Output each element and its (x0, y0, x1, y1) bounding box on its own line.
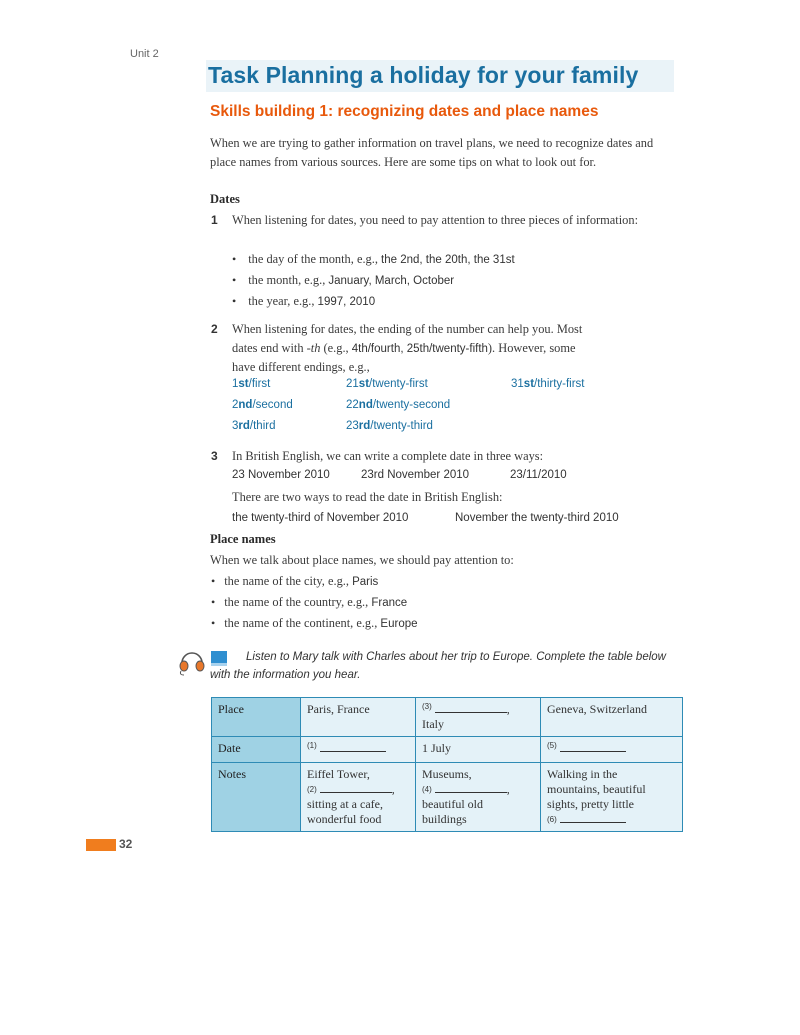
table-row-date (212, 737, 683, 763)
text-part: 1 (232, 378, 239, 390)
list-item: • the name of the city, e.g., Paris (211, 574, 379, 588)
table-row-place (212, 698, 683, 737)
cell-line: beautiful old (422, 797, 483, 811)
bullet-example: Europe (380, 618, 418, 630)
table-row-notes (212, 763, 683, 832)
text-part: 3 (232, 420, 239, 432)
text-part: -th (306, 341, 321, 355)
text-part: /second (252, 399, 293, 411)
bullet-lead: the day of the month, e.g., (248, 252, 382, 266)
cell-notes-3[interactable] (541, 763, 683, 832)
ending-example (346, 378, 428, 390)
ending-example (232, 399, 293, 411)
dates-read-text: There are two ways to read the date in British English: (232, 490, 503, 504)
dates-item1-text: When listening for dates, you need to pay attention to three pieces of information: (232, 213, 639, 227)
text-part: st (358, 378, 370, 390)
list-item: • the month, e.g., January, March, October (232, 273, 455, 287)
text-part: /twenty-first (369, 378, 428, 390)
text-part: /twenty-second (372, 399, 451, 411)
text-part: /first (248, 378, 271, 390)
blank-number: (3) (422, 702, 432, 711)
text-part: 23 (346, 420, 359, 432)
cell-line: wonderful food (307, 812, 382, 826)
cell-line: $^{(2)}$ , (307, 782, 395, 796)
bullet-example: the 2nd, the 20th, the 31st (381, 254, 515, 266)
row-header-date: Date (212, 737, 301, 763)
text-part: st (238, 378, 249, 390)
answer-blank[interactable] (560, 742, 626, 752)
intro-paragraph: When we are trying to gather information on travel plans, we need to recognize dates and place names from various sources. Here are some tips on what to look out for. (210, 136, 654, 169)
text-part: /thirty-first (534, 378, 585, 390)
text-part: dates end with (232, 341, 307, 355)
list-item: • the year, e.g., 1997, 2010 (232, 294, 376, 308)
cell-date-3[interactable] (541, 737, 683, 763)
text-part: rd (238, 420, 250, 432)
holiday-table (211, 697, 683, 832)
headphones-icon (176, 645, 208, 677)
ending-example (511, 378, 585, 390)
bullet-example: France (371, 597, 408, 609)
text-part: 31 (511, 378, 524, 390)
cell-line: sights, pretty little (547, 797, 634, 811)
cell-line: Walking in the (547, 767, 618, 781)
cell-line: buildings (422, 812, 467, 826)
ending-example (346, 399, 450, 411)
bullet-lead: the name of the city, e.g., (224, 574, 353, 588)
cell-line: $^{(4)}$ , (422, 782, 510, 796)
item-number-3: 3 (211, 449, 218, 463)
text-part: ). However, some (487, 341, 576, 355)
text-part: (e.g., (320, 341, 352, 355)
item-number-2: 2 (211, 322, 218, 336)
cell-notes-1[interactable] (301, 763, 416, 832)
cell-date-1[interactable] (301, 737, 416, 763)
date-reading: the twenty-third of November 2010 (232, 512, 409, 524)
blank-number: (5) (547, 741, 557, 750)
text-part: rd (358, 420, 371, 432)
date-format: 23/11/2010 (510, 469, 567, 481)
places-heading: Place names (210, 532, 276, 546)
answer-blank[interactable] (320, 742, 386, 752)
bullet-example: Paris (352, 576, 379, 588)
unit-label: Unit 2 (130, 48, 159, 60)
page-title: Task Planning a holiday for your family (208, 62, 639, 88)
answer-blank[interactable] (435, 703, 507, 713)
text-part: nd (358, 399, 373, 411)
dates-item2-line3: have different endings, e.g., (232, 360, 370, 374)
answer-blank[interactable] (560, 813, 626, 823)
bullet-lead: the name of the country, e.g., (224, 595, 372, 609)
listening-marker (211, 651, 227, 663)
list-item: • the day of the month, e.g., the 2nd, the 20th, the 31st (232, 252, 515, 266)
row-header-place: Place (212, 698, 301, 737)
text-part: 22 (346, 399, 359, 411)
page-number-bar (86, 839, 116, 851)
section-subtitle: Skills building 1: recognizing dates and place names (210, 103, 599, 120)
cell-place-1: Paris, France (301, 698, 416, 737)
text-part: 2 (232, 399, 239, 411)
cell-notes-2[interactable] (416, 763, 541, 832)
ending-example (232, 420, 275, 432)
bullet-lead: the name of the continent, e.g., (224, 616, 381, 630)
date-format: 23 November 2010 (232, 469, 330, 481)
date-format: 23rd November 2010 (361, 469, 470, 481)
ending-example (232, 378, 270, 390)
text-part: nd (238, 399, 253, 411)
dates-heading: Dates (210, 192, 240, 206)
text-part: 21 (346, 378, 359, 390)
places-intro: When we talk about place names, we should pay attention to: (210, 553, 514, 567)
bullet-lead: the year, e.g., (248, 294, 318, 308)
blank-number: (2) (307, 785, 317, 794)
listening-instruction-line1: Listen to Mary talk with Charles about her trip to Europe. Complete the table below (246, 651, 666, 663)
cell-line: mountains, beautiful (547, 782, 646, 796)
answer-blank[interactable] (320, 783, 392, 793)
answer-blank[interactable] (435, 783, 507, 793)
blank-number: (6) (547, 815, 557, 824)
text-part: st (523, 378, 535, 390)
bullet-example: 1997, 2010 (317, 296, 376, 308)
cell-line: sitting at a cafe, (307, 797, 383, 811)
dates-item2-line2 (232, 339, 576, 359)
cell-place-2[interactable] (416, 698, 541, 737)
text-part: 4th/fourth, 25th/twenty-fifth (351, 343, 488, 355)
cell-line: Museums, (422, 767, 472, 781)
list-item: • the name of the continent, e.g., Europe (211, 616, 418, 630)
cell-place-3: Geneva, Switzerland (541, 698, 683, 737)
text-part: /third (249, 420, 276, 432)
row-header-notes: Notes (212, 763, 301, 832)
bullet-example: January, March, October (328, 275, 455, 287)
blank-number: (1) (307, 741, 317, 750)
cell-text: , Italy (422, 702, 510, 731)
item-number-1: 1 (211, 213, 218, 227)
bullet-lead: the month, e.g., (248, 273, 329, 287)
listening-marker-shadow (211, 663, 227, 666)
dates-item3-text: In British English, we can write a complete date in three ways: (232, 449, 544, 463)
page-number: 32 (119, 837, 133, 851)
cell-date-2: 1 July (416, 737, 541, 763)
dates-item2-line1: When listening for dates, the ending of the number can help you. Most (232, 322, 583, 336)
list-item: • the name of the country, e.g., France (211, 595, 408, 609)
cell-line: Eiffel Tower, (307, 767, 370, 781)
date-reading: November the twenty-third 2010 (455, 512, 619, 524)
blank-number: (4) (422, 785, 432, 794)
text-part: /twenty-third (370, 420, 433, 432)
ending-example (346, 420, 433, 432)
listening-instruction-line2: with the information you hear. (210, 669, 361, 681)
cell-line (547, 812, 676, 827)
